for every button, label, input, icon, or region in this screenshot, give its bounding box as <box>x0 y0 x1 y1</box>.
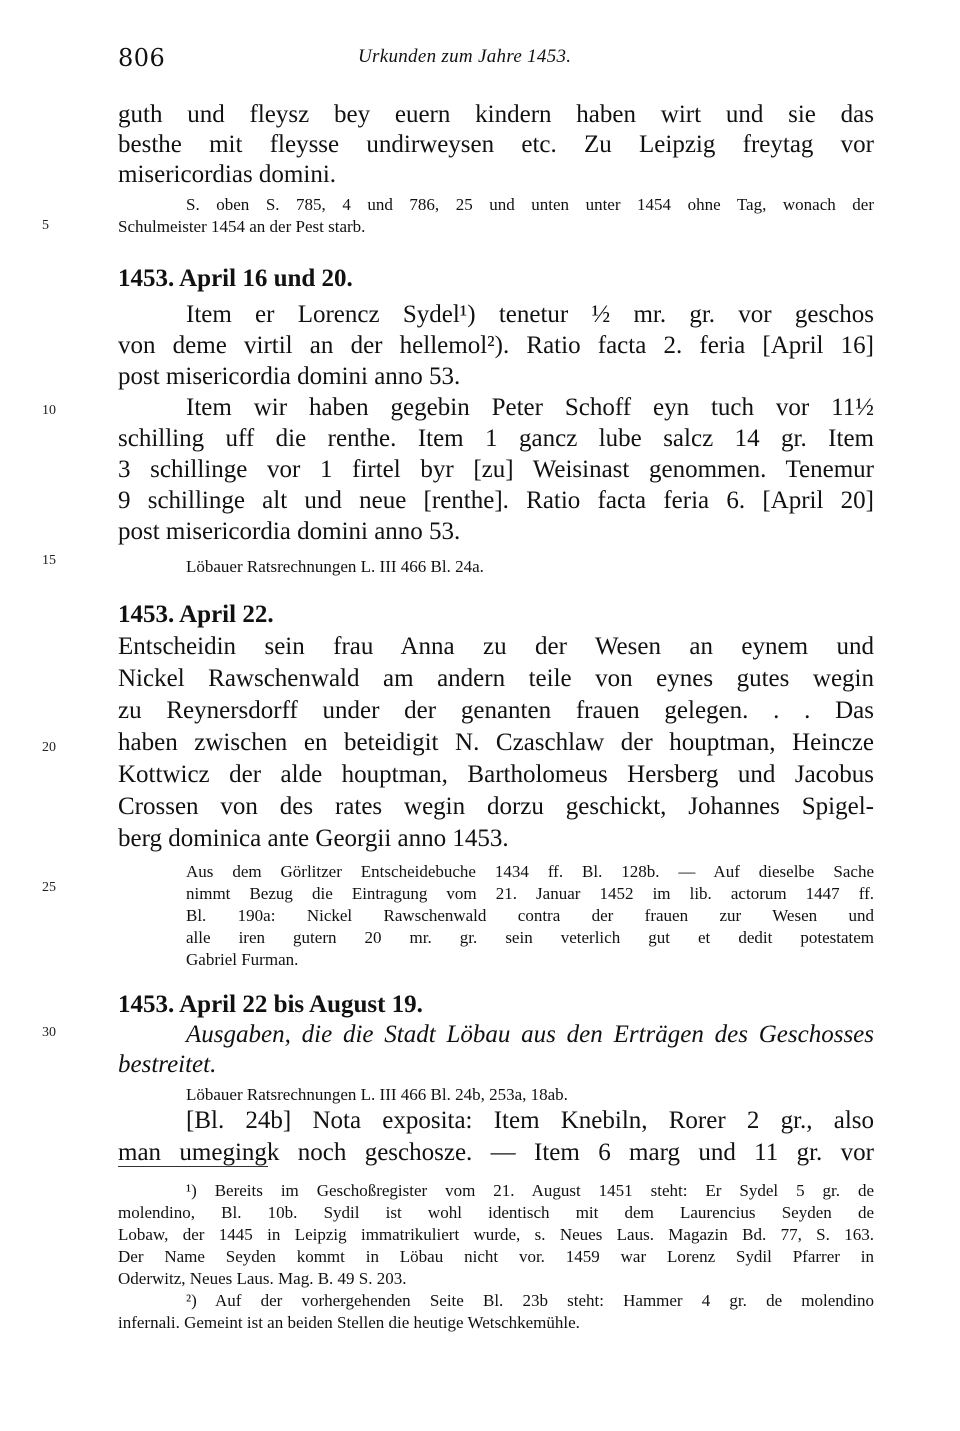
body-line: besthe mit fleysse undirweysen etc. Zu Leipzig freytag vor <box>118 131 874 158</box>
note-line: Schulmeister 1454 an der Pest starb. <box>118 217 366 236</box>
body-line: 3 schillinge vor 1 firtel byr [zu] Weisinast genommen. Tenemur <box>118 456 874 483</box>
body-line: Entscheidin sein frau Anna zu der Wesen an eynem und <box>118 633 874 660</box>
body-line: zu Reynersdorff under der genanten frauen gelegen. . . Das <box>118 697 874 724</box>
body-line: misericordias domini. <box>118 161 337 188</box>
footnote-line: molendino, Bl. 10b. Sydil ist wohl identisch mit dem Laurencius Seyden de <box>118 1203 874 1222</box>
line-number-15: 15 <box>42 553 56 568</box>
body-line: berg dominica ante Georgii anno 1453. <box>118 825 509 852</box>
entry-heading: 1453. April 16 und 20. <box>118 265 353 292</box>
body-line: Nickel Rawschenwald am andern teile von eynes gutes wegin <box>118 665 874 692</box>
note-line: Bl. 190a: Nickel Rawschenwald contra der frauen zur Wesen und <box>186 906 874 925</box>
page-header <box>118 44 874 78</box>
body-line: schilling uff die renthe. Item 1 gancz lube salcz 14 gr. Item <box>118 425 874 452</box>
page-number: 806 <box>118 44 166 72</box>
body-line: post misericordia domini anno 53. <box>118 518 461 545</box>
body-line: post misericordia domini anno 53. <box>118 363 461 390</box>
footnote-line: Lobaw, der 1445 in Leipzig immatrikuliert wurde, s. Neues Laus. Magazin Bd. 77, S. 163. <box>118 1225 874 1244</box>
running-title: Urkunden zum Jahre 1453. <box>358 46 572 67</box>
line-number-30: 30 <box>42 1025 56 1040</box>
line-number-20: 20 <box>42 740 56 755</box>
body-line: Crossen von des rates wegin dorzu geschickt, Johannes Spigel- <box>118 793 874 820</box>
note-line: Gabriel Furman. <box>186 950 299 969</box>
body-line: haben zwischen en beteidigit N. Czaschlaw der houptman, Heincze <box>118 729 874 756</box>
footnote-line: ²) Auf der vorhergehenden Seite Bl. 23b steht: Hammer 4 gr. de molendino <box>186 1291 874 1310</box>
body-line: Item er Lorencz Sydel¹) tenetur ½ mr. gr. vor geschos <box>186 301 874 328</box>
line-number-5: 5 <box>42 218 49 233</box>
footnote-separator <box>118 1166 268 1167</box>
body-line: 9 schillinge alt und neue [renthe]. Ratio facta feria 6. [April 20] <box>118 487 874 514</box>
note-line: S. oben S. 785, 4 und 786, 25 und unten unter 1454 ohne Tag, wonach der <box>186 195 874 214</box>
body-line: Item wir haben gegebin Peter Schoff eyn tuch vor 11½ <box>186 394 874 421</box>
source-note: Löbauer Ratsrechnungen L. III 466 Bl. 24a. <box>186 557 484 576</box>
body-line: [Bl. 24b] Nota exposita: Item Knebiln, Rorer 2 gr., also <box>186 1107 874 1134</box>
body-line: Kottwicz der alde houptman, Bartholomeus Hersberg und Jacobus <box>118 761 874 788</box>
note-line: alle iren gutern 20 mr. gr. sein veterlich gut et dedit potestatem <box>186 928 874 947</box>
source-note: Löbauer Ratsrechnungen L. III 466 Bl. 24b, 253a, 18ab. <box>186 1085 568 1104</box>
body-line: guth und fleysz bey euern kindern haben wirt und sie das <box>118 101 874 128</box>
entry-heading: 1453. April 22 bis August 19. <box>118 991 423 1018</box>
body-line: man umegingk noch geschosze. — Item 6 marg und 11 gr. vor <box>118 1139 874 1166</box>
line-number-10: 10 <box>42 403 56 418</box>
footnote-line: Der Name Seyden kommt in Löbau nicht vor. 1459 war Lorenz Sydil Pfarrer in <box>118 1247 874 1266</box>
entry-subtitle: Ausgaben, die die Stadt Löbau aus den Erträgen des Geschosses <box>186 1021 874 1048</box>
note-line: Aus dem Görlitzer Entscheidebuche 1434 ff. Bl. 128b. — Auf dieselbe Sache <box>186 862 874 881</box>
entry-heading: 1453. April 22. <box>118 601 274 628</box>
entry-subtitle: bestreitet. <box>118 1051 217 1078</box>
footnote-line: infernali. Gemeint ist an beiden Stellen die heutige Wetschkemühle. <box>118 1313 580 1332</box>
footnote-line: Oderwitz, Neues Laus. Mag. B. 49 S. 203. <box>118 1269 407 1288</box>
note-line: nimmt Bezug die Eintragung vom 21. Januar 1452 im lib. actorum 1447 ff. <box>186 884 874 903</box>
body-line: von deme virtil an der hellemol²). Ratio facta 2. feria [April 16] <box>118 332 874 359</box>
line-number-25: 25 <box>42 880 56 895</box>
footnote-line: ¹) Bereits im Geschoßregister vom 21. August 1451 steht: Er Sydel 5 gr. de <box>186 1181 874 1200</box>
